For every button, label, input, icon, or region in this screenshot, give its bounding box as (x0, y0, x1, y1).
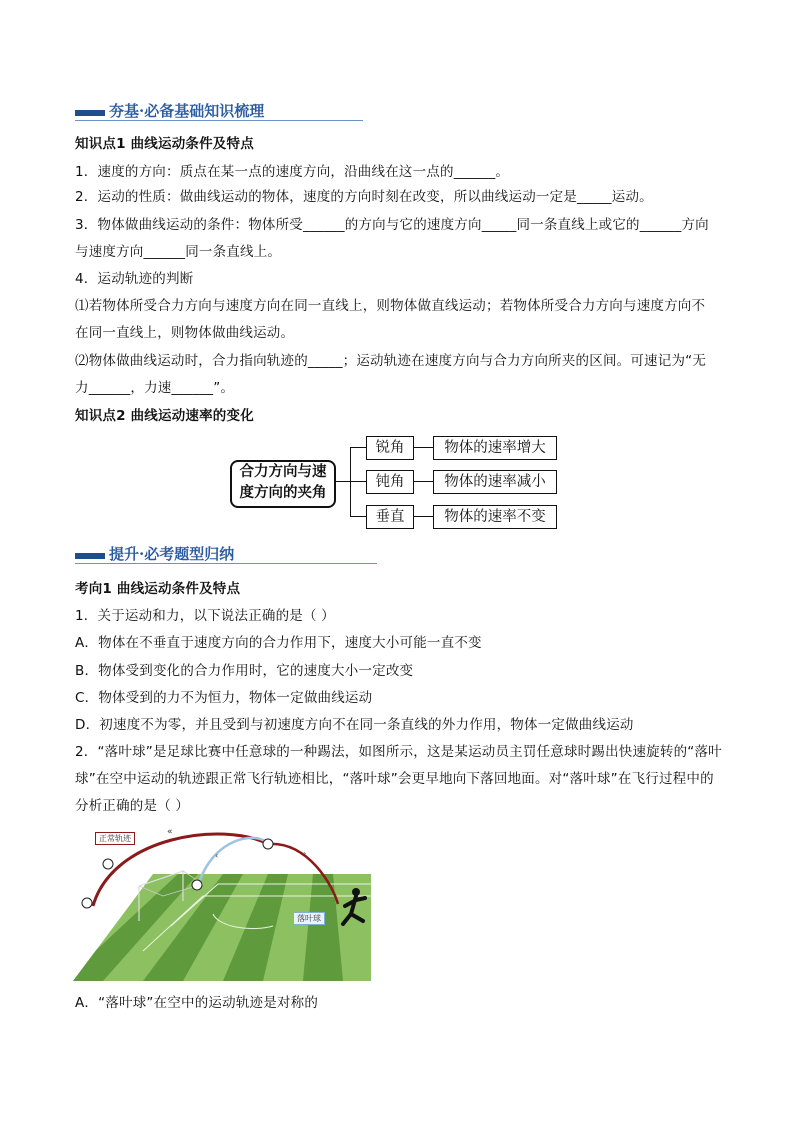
question-1-option-d: D．初速度不为零，并且受到与初速度方向不在同一条直线的外力作用，物体一定做曲线运动 (75, 717, 634, 733)
diagram-root-line-1: 合力方向与速 (239, 464, 327, 480)
kp1-line-3: 3．物体做曲线运动的条件：物体所受______的方向与它的速度方向_____同一条直线上或它的______方向 (75, 217, 709, 233)
kp1-line-2: 2．运动的性质：做曲线运动的物体，速度的方向时刻在改变，所以曲线运动一定是_____运动。 (75, 189, 653, 205)
angle-obtuse-box: 钝角 (366, 470, 414, 494)
ball-icon (82, 898, 92, 908)
kp1-line-1: 1．速度的方向：质点在某一点的速度方向，沿曲线在这一点的______。 (75, 164, 510, 180)
ball-icon (103, 859, 113, 869)
section-title: 提升·必考题型归纳 (109, 545, 235, 563)
kp1-line-7: 在同一直线上，则物体做曲线运动。 (75, 325, 295, 341)
diagram-connector (350, 481, 366, 482)
diagram-connector (350, 516, 366, 517)
ball-icon (192, 880, 202, 890)
angle-perpendicular-box: 垂直 (366, 505, 414, 529)
knowledge-point-1-heading: 知识点1 曲线运动条件及特点 (75, 136, 254, 152)
heading-rule (75, 563, 377, 564)
football-trajectory-figure (73, 826, 371, 981)
kp1-line-9: 力______，力速______”。 (75, 380, 235, 396)
question-1-option-b: B．物体受到变化的合力作用时，它的速度大小一定改变 (75, 663, 414, 679)
section-title: 夯基·必备基础知识梳理 (109, 102, 265, 120)
leaf-ball-label: 落叶球 (293, 912, 325, 925)
kp1-line-5: 4．运动轨迹的判断 (75, 271, 194, 287)
question-1-option-a: A．物体在不垂直于速度方向的合力作用下，速度大小可能一直不变 (75, 635, 482, 651)
heading-bar-icon (75, 110, 105, 116)
football-pitch-illustration (73, 826, 371, 981)
kp1-line-8: ⑵物体做曲线运动时，合力指向轨迹的_____；运动轨迹在速度方向与合力方向所夹的区间。可速记为“无 (75, 353, 707, 369)
heading-bar-icon (75, 553, 105, 559)
diagram-connector (413, 481, 433, 482)
result-increase-box: 物体的速率增大 (433, 436, 557, 460)
result-decrease-box: 物体的速率减小 (433, 470, 557, 494)
heading-rule (75, 120, 363, 121)
diagram-connector (413, 516, 433, 517)
diagram-connector (413, 447, 433, 448)
knowledge-point-2-heading: 知识点2 曲线运动速率的变化 (75, 408, 254, 424)
diagram-connector (350, 447, 366, 448)
svg-text:‹: ‹ (215, 851, 219, 860)
angle-acute-box: 锐角 (366, 436, 414, 460)
question-1-stem: 1．关于运动和力，以下说法正确的是（ ） (75, 608, 335, 624)
exam-direction-1-heading: 考向1 曲线运动条件及特点 (75, 581, 241, 597)
question-2-stem-line-3: 分析正确的是（ ） (75, 798, 190, 814)
diagram-root-box (230, 460, 336, 508)
normal-trajectory-label: 正常轨迹 (95, 832, 135, 845)
result-constant-box: 物体的速率不变 (433, 505, 557, 529)
question-1-option-c: C．物体受到的力不为恒力，物体一定做曲线运动 (75, 690, 373, 706)
question-2-stem-line-2: 球”在空中运动的轨迹跟正常飞行轨迹相比，“落叶球”会更早地向下落回地面。对“落叶球”在飞行过程中的 (75, 771, 714, 787)
kp1-line-4: 与速度方向______同一条直线上。 (75, 244, 282, 260)
ball-icon (263, 839, 273, 849)
svg-text:«: « (167, 827, 173, 837)
svg-text:›: › (303, 849, 307, 858)
diagram-root-line-2: 度方向的夹角 (239, 485, 327, 501)
question-2-option-a: A．“落叶球”在空中的运动轨迹是对称的 (75, 995, 319, 1011)
kp1-line-6: ⑴若物体所受合力方向与速度方向在同一直线上，则物体做直线运动；若物体所受合力方向与速度方向不 (75, 298, 706, 314)
diagram-connector (334, 481, 350, 482)
question-2-stem-line-1: 2．“落叶球”是足球比赛中任意球的一种踢法，如图所示，这是某运动员主罚任意球时踢出快速旋转的“落叶 (75, 744, 722, 760)
